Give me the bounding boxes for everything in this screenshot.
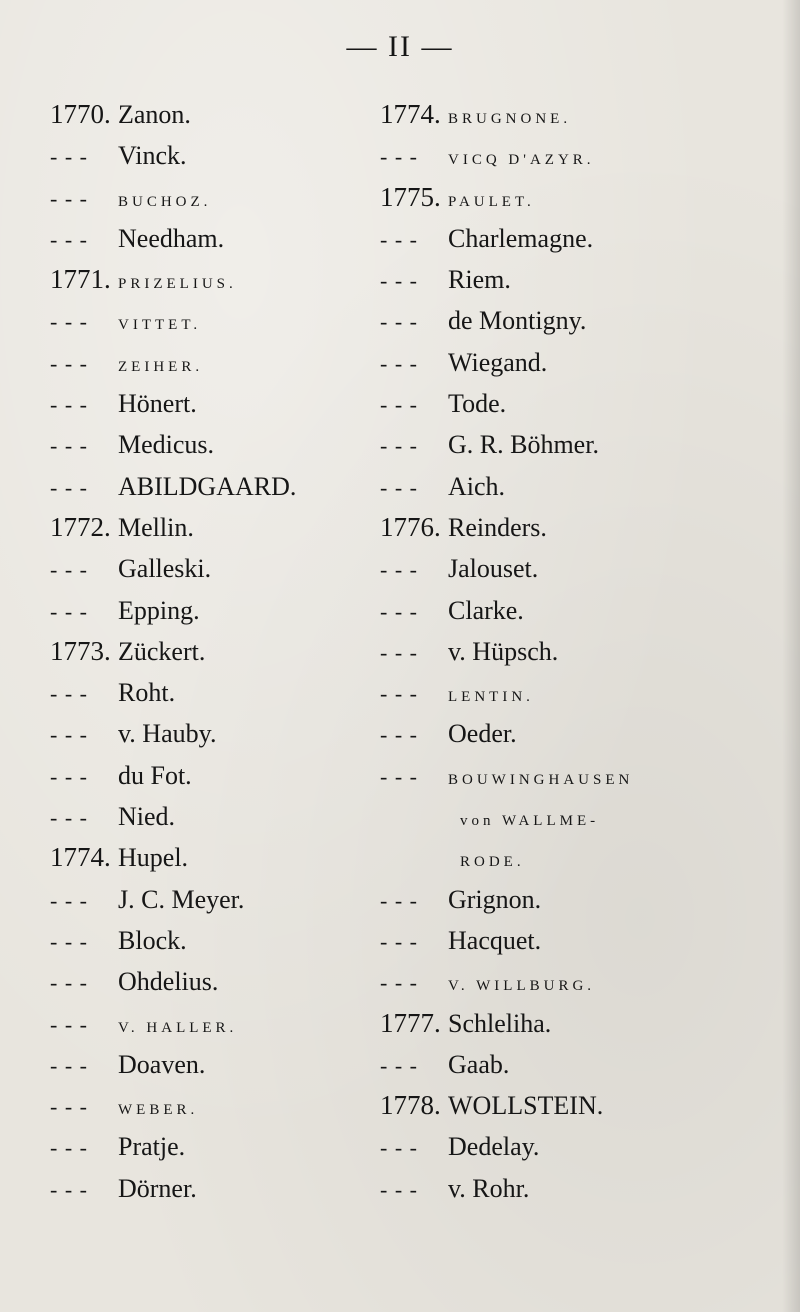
list-item [380,466,710,507]
entry-name: BRUGNONE. [448,111,572,127]
list-item [380,135,710,176]
list-item [50,548,380,589]
entry-name: BOUWINGHAUSEN [448,771,634,788]
entry-name: Needham. [118,223,225,253]
entry-name: Charlemagne. [448,223,594,253]
page-edge-shadow [782,0,800,1312]
entry-ditto-mark: - - - [380,226,418,252]
list-item [380,755,710,796]
entry-ditto-mark: - - - [50,392,88,418]
entry-year: 1774. [50,842,111,873]
entry-name: Hönert. [118,389,197,419]
list-item [50,1003,380,1044]
entry-name: Aich. [448,471,506,501]
list-item [380,1085,710,1126]
list-item [50,177,380,218]
entry-name: Wiegand. [448,347,548,377]
list-item [380,920,710,961]
list-item [50,961,380,1002]
entry-ditto-mark: - - - [380,928,418,954]
entry-ditto-mark: - - - [380,1052,418,1078]
entry-ditto-mark: - - - [380,309,418,335]
list-item [50,1044,380,1085]
entry-name: v. Hauby. [118,719,217,749]
entry-name: Ohdelius. [118,967,219,997]
list-item [50,796,380,837]
entry-name: BUCHOZ. [118,193,212,210]
entry-ditto-mark: - - - [50,144,88,170]
entry-name: Riem. [448,265,511,295]
entry-ditto-mark: - - - [50,185,88,211]
list-item [50,1085,380,1126]
entry-ditto-mark: - - - [380,268,418,294]
entry-name: Galleski. [118,554,212,584]
list-item [50,672,380,713]
entry-year: 1771. [50,264,111,295]
list-item [380,218,710,259]
entry-name: Hupel. [118,843,189,873]
entry-ditto-mark: - - - [380,887,418,913]
entry-ditto-mark: - - - [50,350,88,376]
entry-name: Clarke. [448,595,524,625]
list-item [50,135,380,176]
list-item [50,466,380,507]
entry-ditto-mark: - - - [380,1135,418,1161]
entry-name: Reinders. [448,512,547,542]
entry-year: 1772. [50,511,111,542]
entry-name: Doaven. [118,1049,206,1079]
entry-name: Roht. [118,678,176,708]
list-item [50,1126,380,1167]
entry-ditto-mark: - - - [50,1094,88,1120]
list-item [50,259,380,300]
list-item [380,177,710,218]
list-item [380,548,710,589]
list-item [380,94,710,135]
list-item [380,1168,710,1209]
entry-name: Jalouset. [448,554,539,584]
right-column [380,94,710,1209]
entry-name: Vinck. [118,141,187,171]
entry-year: 1775. [380,181,441,212]
list-item [380,837,710,878]
entry-ditto-mark: - - - [50,474,88,500]
entry-name: Mellin. [118,512,194,542]
list-item [50,755,380,796]
entry-name: Nied. [118,802,176,832]
list-item [380,1126,710,1167]
entry-name: von WALLME- [460,813,600,830]
entry-ditto-mark: - - - [50,598,88,624]
list-item [50,1168,380,1209]
entry-ditto-mark: - - - [50,805,88,831]
entry-ditto-mark: - - - [50,309,88,335]
entry-ditto-mark: - - - [50,557,88,583]
list-item [50,218,380,259]
entry-name: V. HALLER. [118,1019,238,1036]
list-item [380,259,710,300]
entry-ditto-mark: - - - [380,639,418,665]
list-item [380,672,710,713]
list-item [380,507,710,548]
entry-ditto-mark: - - - [50,1011,88,1037]
entry-ditto-mark: - - - [380,392,418,418]
list-item [380,300,710,341]
entry-ditto-mark: - - - [380,722,418,748]
entry-year: 1777. [380,1007,441,1038]
entry-ditto-mark: - - - [380,763,418,789]
entry-name: Dörner. [118,1173,197,1203]
entry-name: VICQ D'AZYR. [448,152,595,169]
entry-ditto-mark: - - - [50,433,88,459]
entry-ditto-mark: - - - [380,557,418,583]
entry-name: ABILDGAARD. [118,471,297,501]
list-item [50,837,380,878]
entry-name: Zückert. [118,636,206,666]
entry-name: v. Hüpsch. [448,636,559,666]
list-item [380,383,710,424]
entry-ditto-mark: - - - [50,970,88,996]
entry-ditto-mark: - - - [50,1052,88,1078]
page-number: — II — [346,30,454,63]
list-item [50,424,380,465]
entry-name: Oeder. [448,719,517,749]
entry-name: v. Rohr. [448,1173,530,1203]
entry-name: Grignon. [448,884,542,914]
list-item [50,590,380,631]
entry-name: RODE. [460,854,525,871]
list-item [50,507,380,548]
entry-ditto-mark: - - - [380,1176,418,1202]
entry-year: 1770. [50,99,111,129]
entry-ditto-mark: - - - [50,928,88,954]
entry-ditto-mark: - - - [380,598,418,624]
list-item [380,590,710,631]
entry-year: 1778. [380,1090,441,1121]
left-column [50,94,380,1209]
entry-ditto-mark: - - - [50,887,88,913]
entry-ditto-mark: - - - [380,474,418,500]
entry-name: Schleliha. [448,1008,552,1038]
entry-name: ZEIHER. [118,358,204,375]
entry-name: Medicus. [118,430,215,460]
list-item [380,796,710,837]
list-item [50,94,380,135]
entry-ditto-mark: - - - [380,433,418,459]
entry-name: Dedelay. [448,1132,540,1162]
list-item [380,1003,710,1044]
entry-name: WOLLSTEIN. [448,1091,604,1121]
entry-name: PAULET. [448,193,535,210]
list-item [380,713,710,754]
entry-year: 1773. [50,635,111,666]
entry-name: Epping. [118,595,200,625]
list-item [50,342,380,383]
entry-ditto-mark: - - - [380,970,418,996]
list-item [380,631,710,672]
entry-name: Tode. [448,389,507,419]
entry-ditto-mark: - - - [50,763,88,789]
entry-ditto-mark: - - - [50,226,88,252]
entry-name: V. WILLBURG. [448,978,596,995]
entry-name: Gaab. [448,1049,510,1079]
entry-ditto-mark: - - - [50,1176,88,1202]
entry-name: Zanon. [118,100,191,129]
entry-ditto-mark: - - - [50,722,88,748]
entry-year: 1776. [380,511,441,542]
list-item [50,383,380,424]
entry-name: Hacquet. [448,925,542,955]
entry-year: 1774. [380,99,441,129]
entry-ditto-mark: - - - [50,1135,88,1161]
list-item [50,879,380,920]
list-item [380,961,710,1002]
entry-name: LENTIN. [448,689,534,706]
entry-ditto-mark: - - - [380,350,418,376]
entry-name: G. R. Böhmer. [448,430,599,460]
list-item [50,713,380,754]
list-item [380,879,710,920]
entry-name: J. C. Meyer. [118,884,245,914]
entry-name: de Montigny. [448,306,587,336]
list-item [50,300,380,341]
entry-name: Block. [118,925,187,955]
entry-ditto-mark: - - - [380,681,418,707]
list-item [50,631,380,672]
list-item [50,920,380,961]
entry-ditto-mark: - - - [50,681,88,707]
entry-ditto-mark: - - - [380,144,418,170]
list-item [380,342,710,383]
entry-name: WEBER. [118,1102,199,1119]
entry-name: Pratje. [118,1132,186,1162]
entry-name: VITTET. [118,317,202,334]
entry-name: du Fot. [118,760,192,790]
list-item [380,424,710,465]
list-item [380,1044,710,1085]
entry-name: PRIZELIUS. [118,276,237,293]
